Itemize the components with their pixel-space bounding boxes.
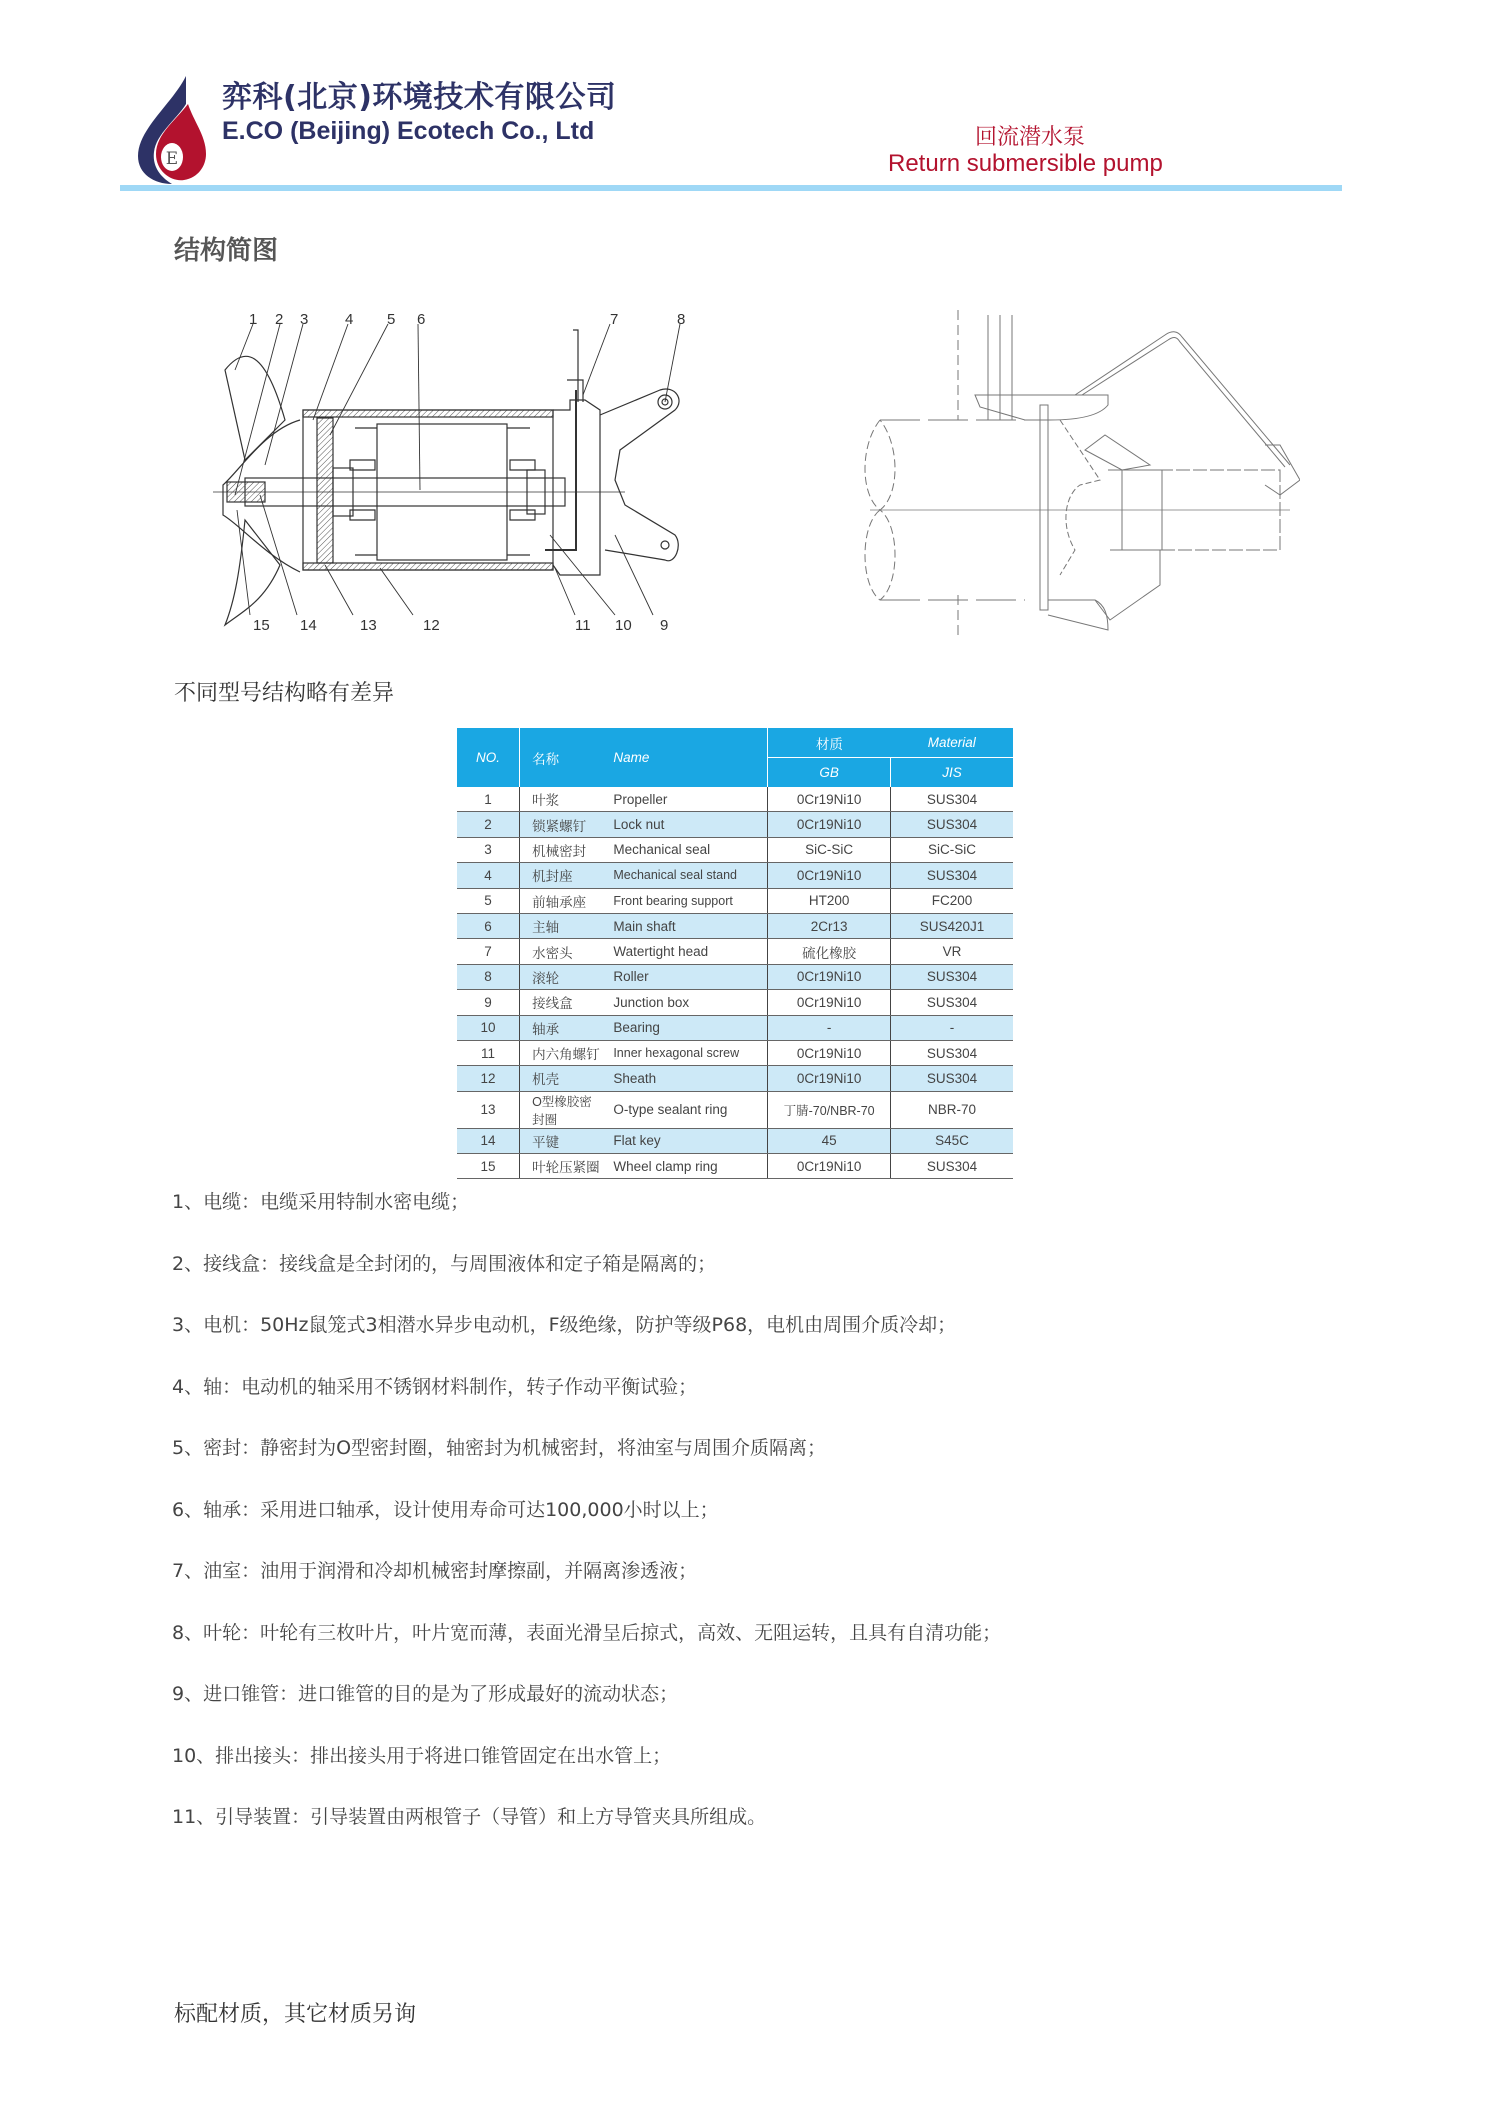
cell-material-jis: SUS304 xyxy=(891,787,1013,812)
feature-item: 11、引导装置：引导装置由两根管子（导管）和上方导管夹具所组成。 xyxy=(172,1806,767,1828)
header-name-cn: 名称 xyxy=(520,728,602,787)
stator-winding-right xyxy=(507,428,535,555)
footer-note: 标配材质，其它材质另询 xyxy=(174,2002,417,2027)
cell-name-en: Mechanical seal xyxy=(601,837,767,862)
cell-material-gb: 0Cr19Ni10 xyxy=(768,1040,891,1065)
callout-leaders xyxy=(235,324,680,615)
cell-name-en: Bearing xyxy=(601,1015,767,1040)
cell-name-cn: 前轴承座 xyxy=(520,888,602,913)
table-row xyxy=(457,1154,1013,1179)
cell-material-jis: NBR-70 xyxy=(891,1091,1013,1128)
callout-1: 1 xyxy=(249,311,258,328)
table-row xyxy=(457,1091,1013,1128)
cell-name-en: Mechanical seal stand xyxy=(601,863,767,888)
stator-winding-left xyxy=(350,428,377,555)
cell-no: 2 xyxy=(457,812,520,837)
cell-name-en: Sheath xyxy=(601,1066,767,1091)
cell-no: 7 xyxy=(457,939,520,964)
cell-no: 12 xyxy=(457,1066,520,1091)
cell-material-jis: SUS304 xyxy=(891,812,1013,837)
callout-8: 8 xyxy=(677,311,686,328)
table-row xyxy=(457,964,1013,989)
front-bearing-support xyxy=(317,418,333,563)
table-row xyxy=(457,913,1013,938)
cell-name-cn: 机封座 xyxy=(520,863,602,888)
table-row xyxy=(457,1015,1013,1040)
callout-12: 12 xyxy=(423,617,440,634)
inlet-cone xyxy=(1048,600,1108,630)
cell-no: 1 xyxy=(457,787,520,812)
flange-plate xyxy=(1040,405,1048,610)
header-material-cn: 材质 xyxy=(768,728,891,758)
header-gb: GB xyxy=(768,758,891,788)
propeller-blade-top xyxy=(225,356,285,460)
feature-item: 1、电缆：电缆采用特制水密电缆； xyxy=(172,1191,470,1213)
pump-cross-section-diagram xyxy=(205,310,705,650)
feature-item: 10、排出接头：排出接头用于将进口锥管固定在出水管上； xyxy=(172,1744,672,1767)
callout-14: 14 xyxy=(300,617,317,634)
bracket-hole xyxy=(661,541,669,549)
company-name-cn: 弈科(北京)环境技术有限公司 xyxy=(222,80,617,115)
variant-note: 不同型号结构略有差异 xyxy=(174,681,395,706)
callout-3: 3 xyxy=(300,311,309,328)
mounting-bracket xyxy=(600,389,679,561)
cell-name-en: Watertight head xyxy=(601,939,767,964)
cell-name-cn: 平键 xyxy=(520,1128,602,1153)
table-row xyxy=(457,863,1013,888)
cell-material-gb: - xyxy=(768,1015,891,1040)
feature-item: 6、轴承：采用进口轴承，设计使用寿命可达100,000小时以上； xyxy=(172,1498,719,1521)
feature-item: 7、油室：油用于润滑和冷却机械密封摩擦副，并隔离渗透液； xyxy=(172,1560,698,1582)
cell-name-en: Flat key xyxy=(601,1128,767,1153)
cell-material-gb: 2Cr13 xyxy=(768,913,891,938)
cell-material-jis: - xyxy=(891,1015,1013,1040)
callout-13: 13 xyxy=(360,617,377,634)
cell-no: 6 xyxy=(457,913,520,938)
cell-material-jis: SiC-SiC xyxy=(891,837,1013,862)
callout-5: 5 xyxy=(387,311,396,328)
cell-material-gb: 硫化橡胶 xyxy=(768,939,891,964)
cell-name-cn: 锁紧螺钉 xyxy=(520,812,602,837)
cell-material-gb: 0Cr19Ni10 xyxy=(768,863,891,888)
section-title: 结构简图 xyxy=(174,236,279,266)
cell-material-jis: S45C xyxy=(891,1128,1013,1153)
cell-material-jis: SUS304 xyxy=(891,1154,1013,1179)
cell-name-en: Propeller xyxy=(601,787,767,812)
cell-name-cn: 水密头 xyxy=(520,939,602,964)
cell-name-cn: 滚轮 xyxy=(520,964,602,989)
guide-post xyxy=(988,315,1012,420)
logo-letter: E xyxy=(165,149,179,169)
cell-material-jis: FC200 xyxy=(891,888,1013,913)
motor-housing xyxy=(303,410,553,570)
table-row xyxy=(457,1066,1013,1091)
cell-material-jis: VR xyxy=(891,939,1013,964)
propeller-blade-bottom xyxy=(225,520,280,625)
table-row xyxy=(457,990,1013,1015)
cell-no: 10 xyxy=(457,1015,520,1040)
top-bracket xyxy=(975,395,1108,420)
product-title-cn: 回流潜水泵 xyxy=(975,125,1086,150)
cell-material-jis: SUS420J1 xyxy=(891,913,1013,938)
cell-name-cn: 主轴 xyxy=(520,913,602,938)
cell-no: 8 xyxy=(457,964,520,989)
cell-name-cn: 轴承 xyxy=(520,1015,602,1040)
housing-top-wall xyxy=(303,410,553,417)
feature-item: 4、轴：电动机的轴采用不锈钢材料制作，转子作动平衡试验； xyxy=(172,1375,698,1398)
cell-material-gb: 0Cr19Ni10 xyxy=(768,812,891,837)
features-list xyxy=(172,1188,1322,1865)
table-row xyxy=(457,787,1013,812)
table-row xyxy=(457,812,1013,837)
table-row xyxy=(457,1040,1013,1065)
cell-material-gb: 45 xyxy=(768,1128,891,1153)
table-row xyxy=(457,939,1013,964)
installation-diagram xyxy=(860,295,1300,645)
table-row xyxy=(457,837,1013,862)
cell-name-cn: 机壳 xyxy=(520,1066,602,1091)
cell-no: 9 xyxy=(457,990,520,1015)
cell-name-cn: O型橡胶密封圈 xyxy=(520,1091,602,1128)
table-row xyxy=(457,888,1013,913)
cell-material-gb: 丁腈-70/NBR-70 xyxy=(768,1091,891,1128)
cell-material-jis: SUS304 xyxy=(891,863,1013,888)
housing-bottom-wall xyxy=(303,563,553,570)
cell-material-gb: 0Cr19Ni10 xyxy=(768,787,891,812)
cell-name-cn: 叶轮压紧圈 xyxy=(520,1154,602,1179)
cell-name-en: Front bearing support xyxy=(601,888,767,913)
company-name-en: E.CO (Beijing) Ecotech Co., Ltd xyxy=(222,117,595,145)
cell-no: 13 xyxy=(457,1091,520,1128)
cell-no: 11 xyxy=(457,1040,520,1065)
cell-name-en: Main shaft xyxy=(601,913,767,938)
cell-name-cn: 机械密封 xyxy=(520,837,602,862)
callout-6: 6 xyxy=(417,311,426,328)
material-table-body xyxy=(457,787,1013,1179)
cell-material-gb: 0Cr19Ni10 xyxy=(768,1066,891,1091)
cell-material-jis: SUS304 xyxy=(891,964,1013,989)
cell-material-gb: HT200 xyxy=(768,888,891,913)
product-title-en: Return submersible pump xyxy=(888,150,1163,177)
feature-item: 8、叶轮：叶轮有三枚叶片，叶片宽而薄，表面光滑呈后掠式，高效、无阻运转，且具有自清功能； xyxy=(172,1621,1002,1644)
cell-name-cn: 叶浆 xyxy=(520,787,602,812)
company-logo-icon xyxy=(132,74,210,186)
callout-4: 4 xyxy=(345,311,354,328)
cell-material-gb: 0Cr19Ni10 xyxy=(768,990,891,1015)
table-row xyxy=(457,1128,1013,1153)
header-divider xyxy=(120,185,1342,191)
guide-rail-inner xyxy=(1082,338,1285,467)
cell-name-en: O-type sealant ring xyxy=(601,1091,767,1128)
cell-no: 15 xyxy=(457,1154,520,1179)
cell-no: 3 xyxy=(457,837,520,862)
cell-name-en: Roller xyxy=(601,964,767,989)
cell-no: 14 xyxy=(457,1128,520,1153)
feature-item: 3、电机：50Hz鼠笼式3相潜水异步电动机，F级绝缘，防护等级P68，电机由周围介质冷却； xyxy=(172,1314,957,1336)
cell-name-en: Junction box xyxy=(601,990,767,1015)
cell-name-en: Wheel clamp ring xyxy=(601,1154,767,1179)
cell-material-gb: 0Cr19Ni10 xyxy=(768,1154,891,1179)
header-jis: JIS xyxy=(891,758,1013,788)
guide-rail-outer xyxy=(1075,332,1290,465)
cell-material-jis: SUS304 xyxy=(891,1066,1013,1091)
cell-name-en: Inner hexagonal screw xyxy=(601,1040,767,1065)
header-name-en: Name xyxy=(601,728,767,787)
cell-material-gb: 0Cr19Ni10 xyxy=(768,964,891,989)
feature-item: 2、接线盒：接线盒是全封闭的，与周围液体和定子箱是隔离的； xyxy=(172,1252,717,1275)
header-no: NO. xyxy=(457,728,520,787)
cell-material-jis: SUS304 xyxy=(891,990,1013,1015)
callout-15: 15 xyxy=(253,617,270,634)
callout-9: 9 xyxy=(660,617,669,634)
feature-item: 9、进口锥管：进口锥管的目的是为了形成最好的流动状态； xyxy=(172,1683,679,1705)
callout-2: 2 xyxy=(275,311,284,328)
cell-name-cn: 接线盒 xyxy=(520,990,602,1015)
cell-no: 4 xyxy=(457,863,520,888)
cell-name-cn: 内六角螺钉 xyxy=(520,1040,602,1065)
callout-11: 11 xyxy=(575,617,591,634)
cell-material-jis: SUS304 xyxy=(891,1040,1013,1065)
cell-name-en: Lock nut xyxy=(601,812,767,837)
feature-item: 5、密封：静密封为O型密封圈，轴密封为机械密封，将油室与周围介质隔离； xyxy=(172,1437,827,1459)
material-table xyxy=(457,728,1013,1179)
cell-no: 5 xyxy=(457,888,520,913)
callout-7: 7 xyxy=(610,311,619,328)
callout-10: 10 xyxy=(615,617,632,634)
cell-material-gb: SiC-SiC xyxy=(768,837,891,862)
header-material-en: Material xyxy=(891,728,1013,758)
